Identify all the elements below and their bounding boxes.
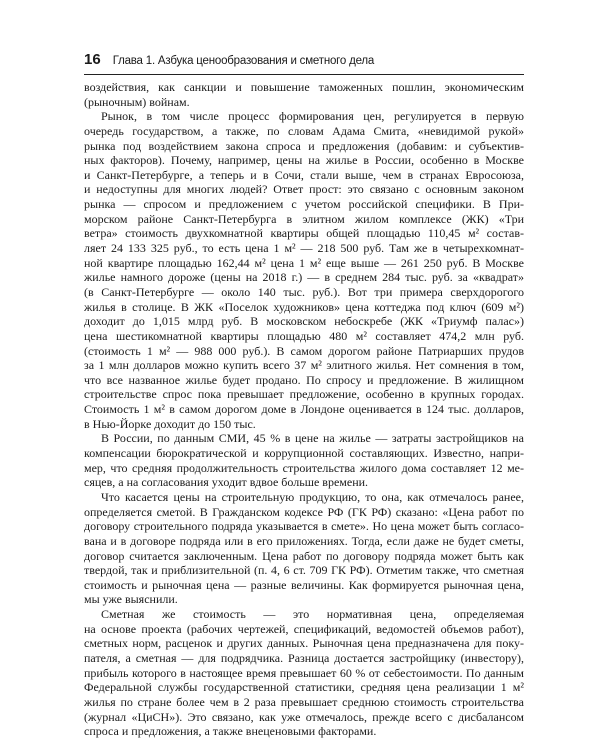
text-line: доходит до 1,015 млрд руб. В московском небоскребе (ЖК «Триумф палас») <box>84 314 524 329</box>
text-line: мы уже выяснили. <box>84 592 178 607</box>
text-line: и недоступны для многих людей? Ответ прост: это связано с основным законом <box>84 182 524 197</box>
text-line: компенсации бюрократической и коррупционной составляющих. Известно, напри- <box>84 446 524 461</box>
text-line: договор считается заключенным. Цена работ по договору подряда может быть как <box>84 548 524 563</box>
text-line: Что касается цены на строительную продукцию, то она, как отмечалось ранее, <box>101 489 524 504</box>
text-line: вана и в договоре подряда или в его приложениях. Тогда, если даже не будет сметы, <box>84 533 524 548</box>
text-line: рынка под воздействием закона спроса и предложения (добавим: и субъектив- <box>84 138 524 153</box>
text-line: на основе проекта (рабочих чертежей, спецификаций, ведомостей объемов работ), <box>84 621 524 636</box>
text-line: Рынок, в том числе процесс формирования цен, регулируется в первую <box>101 109 524 124</box>
text-line: Стоимость 1 м² в самом дорогом доме в Лондоне оценивается в 124 тыс. долларов, <box>84 402 524 417</box>
text-line: что все названное жилье будет продано. По спросу и предложение. В жилищном <box>84 372 524 387</box>
text-line: и Санкт-Петербурге, а теперь и в Сочи, стали выше, чем в странах Евросоюза, <box>84 167 524 182</box>
running-header <box>84 48 524 75</box>
text-line: сяцев, а на согласования уходит вдвое больше времени. <box>84 475 369 490</box>
text-line: спроса и предложения, а также внеценовыми факторами. <box>84 724 377 739</box>
text-line: (в Санкт-Петербурге — около 140 тыс. руб.). Вот три примера сверхдорогого <box>84 284 524 299</box>
text-line: стоимость и рыночная цена — разные величины. Как формируется рыночная цена, <box>84 577 524 592</box>
text-line: ной квартире площадью 162,44 м² цена 1 м² еще выше — 261 250 руб. В Москве <box>84 255 524 270</box>
text-line: твердой, так и приблизительной (п. 4, 6 ст. 709 ГК РФ). Отметим также, что сметная <box>84 563 524 578</box>
text-line: в Нью-Йорке доходит до 150 тыс. <box>84 416 256 431</box>
text-line: рынка — спросом и предложением с учетом российской специфики. В При- <box>84 197 524 212</box>
text-line: пателя, а сметная — для подрядчика. Разница достается застройщику (инвестору), <box>84 650 524 665</box>
text-line: за 1 млн долларов можно купить всего 37 м² элитного жилья. Нет сомнения в том, <box>84 358 524 373</box>
text-line: определяется сметой. В Гражданском кодексе РФ (ГК РФ) сказано: «Цена работ по <box>84 504 524 519</box>
text-line: жилье намного дороже (цены на 2018 г.) — в среднем 284 тыс. руб. за «квадрат» <box>84 270 524 285</box>
text-line: морском районе Санкт-Петербурга в элитном жилом комплексе (ЖК) «Три <box>84 211 524 226</box>
text-line: Сметная же стоимость — это нормативная цена, определяемая <box>101 607 524 622</box>
chapter-title: Глава 1. Азбука ценообразования и сметного дела <box>112 55 375 67</box>
text-line: ляет 24 133 325 руб., то есть цена 1 м² — 218 500 руб. Там же в четырехкомнат- <box>84 241 524 256</box>
body-text <box>84 80 524 739</box>
text-line: (рыночным) войнам. <box>84 94 190 109</box>
text-line: мер, что средняя продолжительность строительства жилого дома составляет 12 ме- <box>84 460 524 475</box>
page-number: 16 <box>84 51 101 68</box>
text-line: сметных норм, расценок и других данных. Рыночная цена предназначена для поку- <box>84 636 524 651</box>
text-line: жилья в столице. В ЖК «Поселок художников» цена коттеджа под ключ (609 м²) <box>84 299 524 314</box>
text-line: воздействия, как санкции и повышение таможенных пошлин, экономическим <box>84 80 524 94</box>
text-line: (журнал «ЦиСН»). Это связано, как уже отмечалось, прежде всего с дисбалансом <box>84 709 524 724</box>
text-line: В России, по данным СМИ, 45 % в цене на жилье — затраты застройщиков на <box>101 431 524 446</box>
text-line: (стоимость 1 м² — 988 000 руб.). В самом дорогом районе Патриарших прудов <box>84 343 524 358</box>
text-line: Федеральной службы государственной статистики, средняя цена реализации 1 м² <box>84 680 524 695</box>
text-line: ных факторов). Почему, например, цены на жилье в России, особенно в Москве <box>84 153 524 168</box>
text-line: ветра» стоимость двухкомнатной квартиры общей площадью 110,45 м² состав- <box>84 226 524 241</box>
text-line: цена шестикомнатной квартиры площадью 480 м² составляет 474,2 млн руб. <box>84 328 524 343</box>
text-line: договору строительного подряда указывается в смете». Но цена может быть согласо- <box>84 519 524 534</box>
text-line: прибыль которого в настоящее время превышает 60 % от себестоимости. По данным <box>84 665 524 680</box>
text-line: жилья по стране более чем в 2 раза превышает среднюю стоимость строительства <box>84 694 524 709</box>
text-line: строительстве спрос пока превышает предложение, особенно в крупных городах. <box>84 387 524 402</box>
text-line: очередь государством, а также, по словам Адама Смита, «невидимой рукой» <box>84 123 524 138</box>
